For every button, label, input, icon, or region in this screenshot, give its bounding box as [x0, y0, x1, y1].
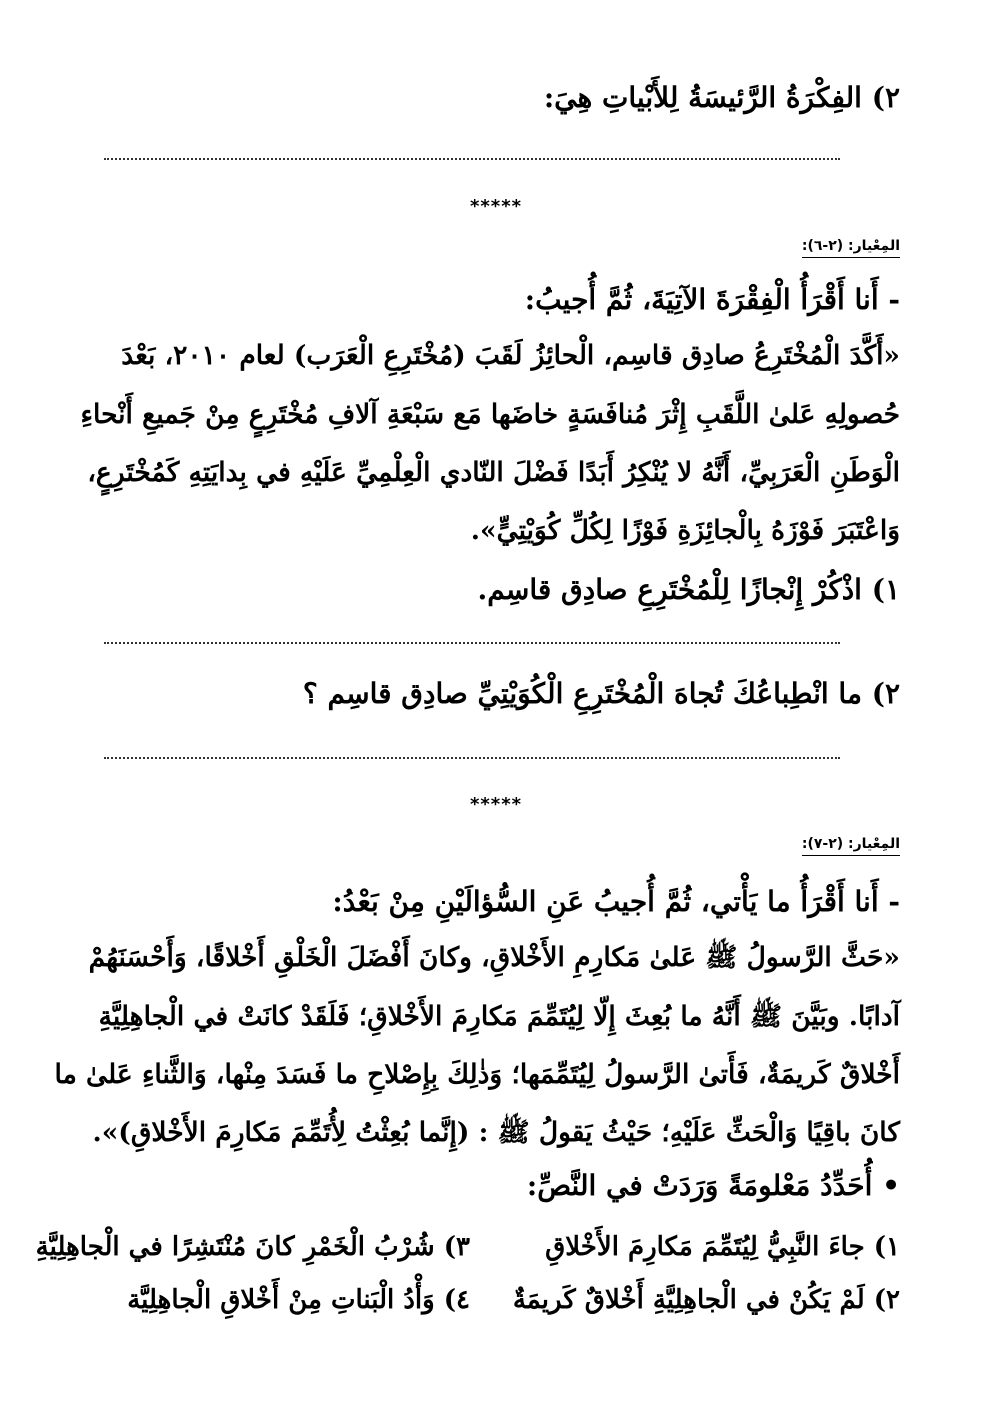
option-1[interactable]: ١) جاءَ النَّبِيُّ لِيُتَمِّمَ مَكارِمَ الأَخْلاقِ: [545, 1232, 900, 1262]
option-4[interactable]: ٤) وَأْدُ الْبَناتِ مِنْ أَخْلاقِ الْجاهِلِيَّة: [127, 1285, 470, 1315]
passage-line: وَاعْتَبَرَ فَوْزَهُ بِالْجائِزَةِ فَوْزًا لِكُلِّ كُوَيْتِيٍّ».: [470, 515, 900, 546]
option-2[interactable]: ٢) لَمْ يَكُنْ في الْجاهِلِيَّةِ أَخْلاقٌ كَريمَةٌ: [512, 1285, 900, 1315]
question-achievement: ١) اذْكُرْ إِنْجازًا لِلْمُخْتَرِعِ صادِق قاسِم.: [477, 573, 900, 606]
answer-line[interactable]: [104, 642, 840, 644]
criterion-label: المِعْيار: (٢-٦):: [802, 238, 900, 258]
question-main-idea: ٢) الفِكْرَةُ الرَّئيسَةُ لِلأَبْياتِ هِيَ:: [543, 81, 900, 114]
passage-line: كانَ باقِيًا وَالْحَثِّ عَلَيْهِ؛ حَيْثُ يَقولُ ﷺ : (إِنَّما بُعِثْتُ لِأُتَمِّمَ مَكارِمَ الأَخْلاقِ)».: [92, 1117, 900, 1148]
instruction: - أَنا أَقْرَأُ ما يَأْتي، ثُمَّ أُجيبُ عَنِ السُّؤالَيْنِ مِنْ بَعْدُ:: [332, 885, 900, 918]
separator-stars: *****: [469, 196, 523, 217]
separator-stars: *****: [469, 794, 523, 815]
option-3[interactable]: ٣) شُرْبُ الْخَمْرِ كانَ مُنْتَشِرًا في الْجاهِلِيَّةِ: [35, 1232, 470, 1262]
passage-line: «أَكَّدَ الْمُخْتَرِعُ صادِق قاسِم، الْحائِزُ لَقَبَ (مُخْتَرِعِ الْعَرَب) لعام ٢٠١٠، بَعْدَ: [121, 340, 900, 371]
passage-line: «حَثَّ الرَّسولُ ﷺ عَلىٰ مَكارِمِ الأَخْلاقِ، وكانَ أَفْضَلَ الْخَلْقِ أَخْلاقًا، وَأَحْسَنَهُمْ: [88, 942, 900, 973]
criterion-label: المِعْيار: (٢-٧):: [802, 836, 900, 856]
passage-line: أَخْلاقٌ كَريمَةٌ، فَأَتىٰ الرَّسولُ لِيُتَمِّمَها؛ وَذٰلِكَ بِإِصْلاحِ ما فَسَدَ مِنْها، وَالثَّناءِ عَلىٰ ما: [54, 1059, 900, 1090]
question-impression: ٢) ما انْطِباعُكَ تُجاهَ الْمُخْتَرِعِ الْكُوَيْتِيِّ صادِق قاسِم ؟: [302, 677, 900, 710]
passage-line: حُصولِهِ عَلىٰ اللَّقَبِ إِثْرَ مُنافَسَةٍ خاضَها مَع سَبْعَةِ آلافِ مُخْتَرِعٍ مِنْ جَميعِ أَنْحاءِ: [80, 399, 900, 430]
passage-line: الْوَطَنِ الْعَرَبِيِّ، أَنَّهُ لا يُنْكِرُ أَبَدًا فَضْلَ النّادي الْعِلْمِيِّ عَلَيْهِ في بِدايَتِهِ كَمُخْتَرِعٍ،: [87, 457, 900, 488]
answer-line[interactable]: [104, 757, 840, 759]
answer-line: [104, 158, 840, 160]
bullet-instruction: • أُحَدِّدُ مَعْلومَةً وَرَدَتْ في النَّصِّ:: [526, 1169, 900, 1202]
instruction: - أَنا أَقْرَأُ الْفِقْرَةَ الآتِيَةَ، ثُمَّ أُجيبُ:: [524, 283, 900, 316]
passage-line: آدابًا. وبَيَّنَ ﷺ أَنَّهُ ما بُعِثَ إِلّا لِيُتَمِّمَ مَكارِمَ الأَخْلاقِ؛ فَلَقَدْ كانَتْ في الْجاهِلِيَّةِ: [98, 1001, 900, 1032]
